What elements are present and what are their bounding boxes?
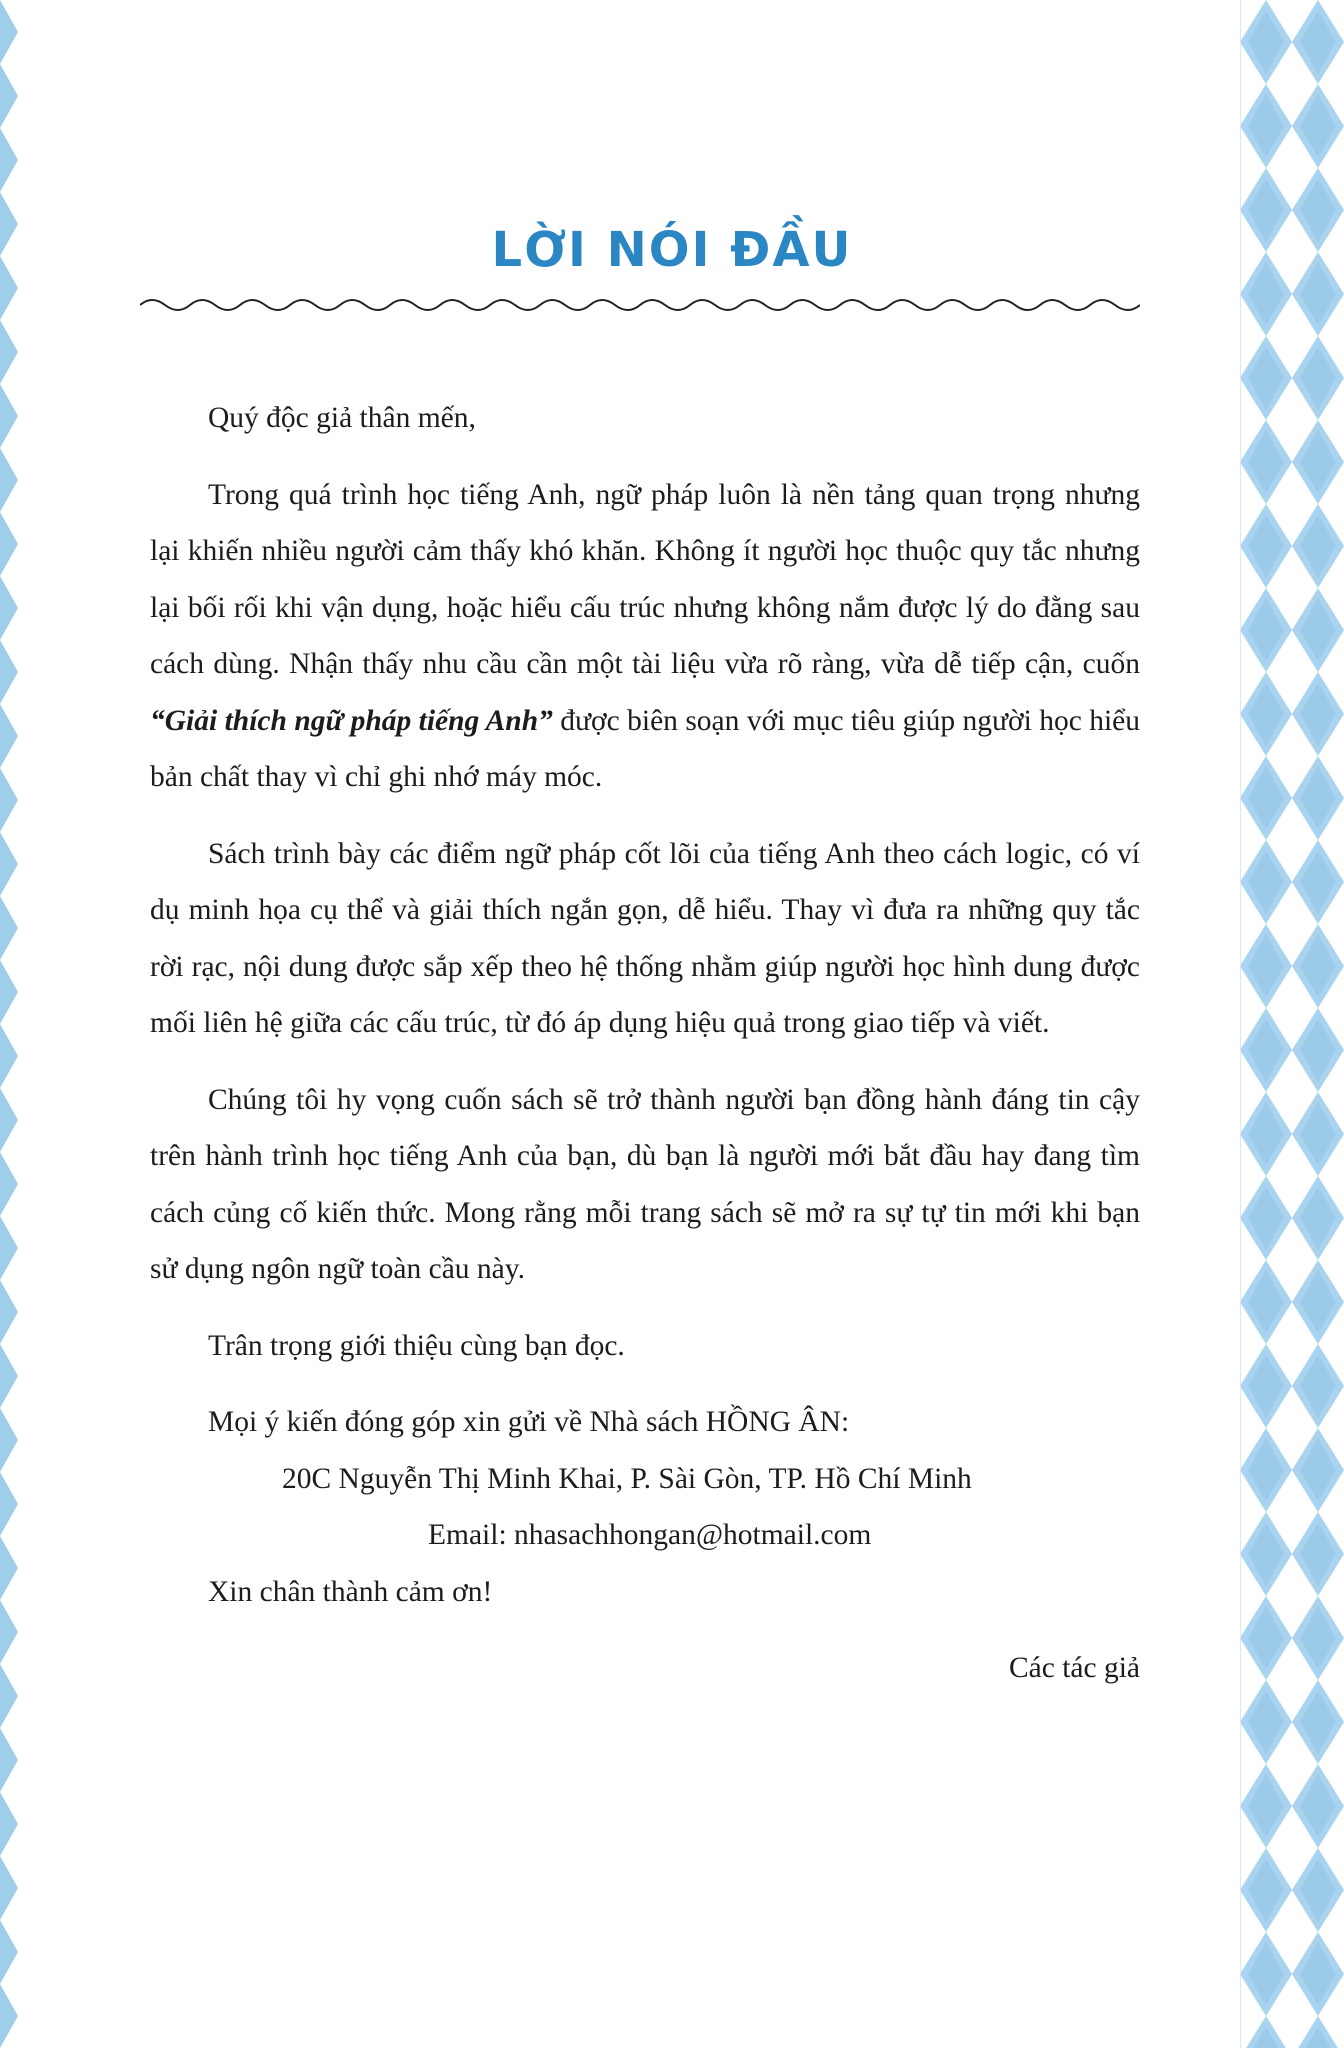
signature: Các tác giả (1008, 1652, 1140, 1684)
wavy-divider (140, 290, 1140, 320)
feedback-line: Mọi ý kiến đóng góp xin gửi về Nhà sách HỒNG ÂN: (208, 1406, 850, 1438)
book-title: “Giải thích ngữ pháp tiếng Anh” (150, 704, 553, 737)
thanks-line: Xin chân thành cảm ơn! (208, 1575, 493, 1608)
greeting: Quý độc giả thân mến, (208, 402, 476, 434)
paragraph-1-start: Trong quá trình học tiếng Anh, ngữ pháp luôn là nền tảng quan trọng nhưng lại khiến nhiều người cảm thấy khó khăn. Không ít người học thuộc quy tắc nhưng lại bối rối khi vận dụng, hoặc hiểu cấu trúc nhưng không nắm được lý do đằng sau cách dùng. Nhận thấy nhu cầu cần một tài liệu vừa rõ ràng, vừa dễ tiếp cận, cuốn (150, 478, 1140, 680)
publisher-address: 20C Nguyễn Thị Minh Khai, P. Sài Gòn, TP. Hồ Chí Minh (282, 1462, 972, 1495)
paragraph-1-end: được biên soạn với mục tiêu giúp người học hiểu bản chất thay vì chỉ ghi nhớ máy móc. (150, 704, 1140, 793)
paragraph-2: Sách trình bày các điểm ngữ pháp cốt lõi của tiếng Anh theo cách logic, có ví dụ minh họa cụ thể và giải thích ngắn gọn, dễ hiểu. Thay vì đưa ra những quy tắc rời rạc, nội dung được sắp xếp theo hệ thống nhằm giúp người học hình dung được mối liên hệ giữa các cấu trúc, từ đó áp dụng hiệu quả trong giao tiếp và viết. (150, 837, 1140, 1039)
publisher-email: Email: nhasachhongan@hotmail.com (428, 1519, 872, 1551)
preface-body (150, 390, 1140, 1717)
page-title: LỜI NÓI ĐẦU (491, 222, 853, 278)
paragraph-3: Chúng tôi hy vọng cuốn sách sẽ trở thành người bạn đồng hành đáng tin cậy trên hành trình học tiếng Anh của bạn, dù bạn là người mới bắt đầu hay đang tìm cách củng cố kiến thức. Mong rằng mỗi trang sách sẽ mở ra sự tự tin mới khi bạn sử dụng ngôn ngữ toàn cầu này. (150, 1083, 1140, 1285)
right-decorative-border (1240, 0, 1344, 2048)
left-decorative-border (0, 0, 52, 2048)
paragraph-1 (150, 467, 1140, 806)
introduction-line: Trân trọng giới thiệu cùng bạn đọc. (208, 1329, 625, 1362)
